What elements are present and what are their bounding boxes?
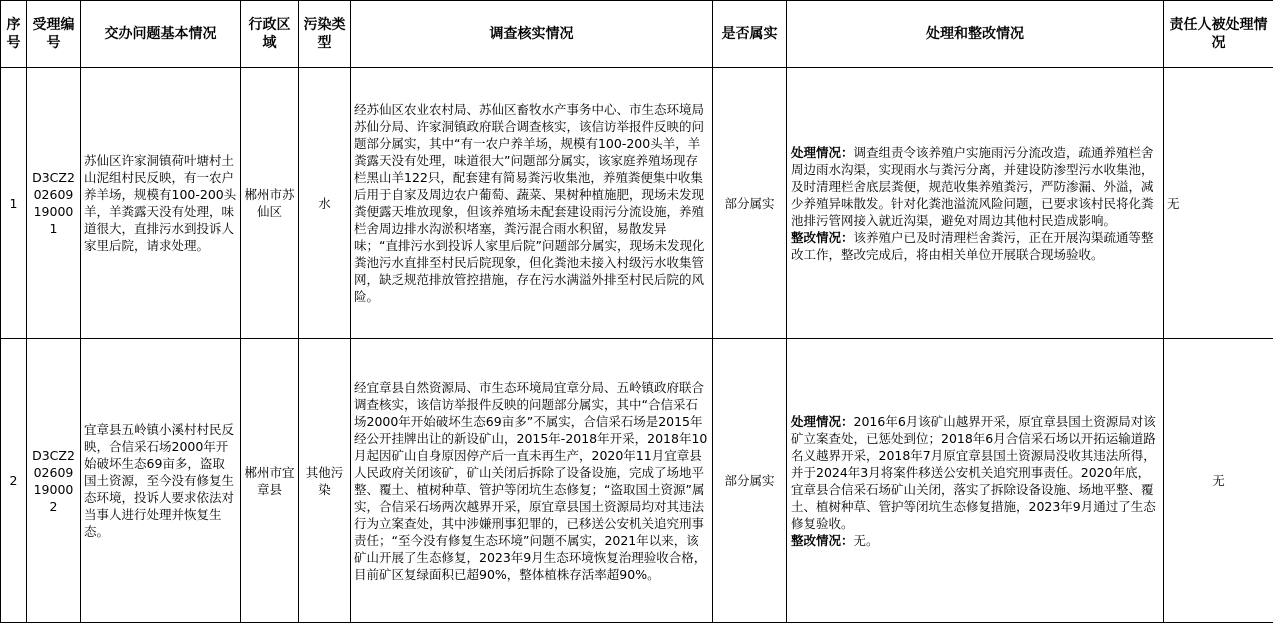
cell-problem: 宜章县五岭镇小溪村村民反映，合信采石场2000年开始破坏生态69亩多，盗取国土资源，至今没有修复生态环境，投诉人要求依法对当事人进行处理并恢复生态。 xyxy=(81,339,241,623)
cell-verified: 部分属实 xyxy=(713,339,787,623)
cell-investigation: 经苏仙区农业农村局、苏仙区畜牧水产事务中心、市生态环境局苏仙分局、许家洞镇政府联合调查核实，该信访举报件反映的问题部分属实，其中“有一农户养羊场，规模有100-200头羊，羊粪露天没有处理，味道很大”问题部分属实，该家庭养殖场现存栏黑山羊122只，配套建有简易粪污收集池，养殖粪便集中收集后用于自家及周边农户葡萄、蔬菜、果树种植施肥，现场未发现粪便露天堆放现象，但该养殖场未配套建设雨污分流设施，养殖栏舍周边排水沟淤积堵塞，粪污混合雨水积留，易散发异味；“直排污水到投诉人家里后院”问题部分属实，现场未发现化粪池污水直排至村民后院现象，但化粪池未接入村级污水收集管网，缺乏规范排放管控措施，存在污水满溢外排至村民后院的风险。 xyxy=(351,68,713,339)
cell-accountability: 无 xyxy=(1164,339,1273,623)
header-id: 受理编号 xyxy=(27,1,81,68)
header-verified: 是否属实 xyxy=(713,1,787,68)
cell-district: 郴州市宜章县 xyxy=(241,339,299,623)
header-accountability: 责任人被处理情况 xyxy=(1164,1,1273,68)
cell-seq: 1 xyxy=(1,68,27,339)
cell-district: 郴州市苏仙区 xyxy=(241,68,299,339)
cell-problem: 苏仙区许家洞镇荷叶塘村土山泥组村民反映，有一农户养羊场，规模有100-200头羊，羊粪露天没有处理，味道很大，直排污水到投诉人家里后院，请求处理。 xyxy=(81,68,241,339)
header-seq: 序号 xyxy=(1,1,27,68)
cell-rectification xyxy=(787,339,1164,623)
process-label: 处理情况： xyxy=(791,413,854,429)
table-row xyxy=(1,339,1273,623)
cell-id: D3CZ202609190002 xyxy=(27,339,81,623)
process-text: 调查组责令该养殖户实施雨污分流改造，疏通养殖栏舍周边雨水沟渠，实现雨水与粪污分离，并建设防渗型污水收集池，及时清理栏舍底层粪便，规范收集养殖粪污，严防渗漏、外溢，减少养殖异味散发。针对化粪池溢流风险问题，已要求该村民将化粪池排污管网接入就近沟渠，避免对周边其他村民造成影响。 xyxy=(791,144,1154,228)
rectify-label: 整改情况： xyxy=(791,532,854,548)
cell-id: D3CZ202609190001 xyxy=(27,68,81,339)
header-rectification: 处理和整改情况 xyxy=(787,1,1164,68)
process-text: 2016年6月该矿山越界开采，原宜章县国土资源局对该矿立案查处，已惩处到位；2018年6月合信采石场以开拓运输道路名义越界开采，2018年7月原宜章县国土资源局没收其违法所得，并于2024年3月将案件移送公安机关追究刑事责任。2020年底，宜章县合信采石场矿山关闭，落实了拆除设备设施、场地平整、覆土、植树种草、管护等闭坑生态修复措施，2023年9月通过了生态修复验收。 xyxy=(791,413,1156,531)
cell-seq: 2 xyxy=(1,339,27,623)
cell-investigation: 经宜章县自然资源局、市生态环境局宜章分局、五岭镇政府联合调查核实，该信访举报件反映的问题部分属实，其中“合信采石场2000年开始破坏生态69亩多”不属实，合信采石场是2015年经公开挂牌出让的新设矿山，2015年-2018年开采，2018年10月起因矿山自身原因停产后一直未再生产，2020年11月宜章县人民政府关闭该矿，矿山关闭后拆除了设备设施，完成了场地平整、覆土、植树种草、管护等闭坑生态修复；“盗取国土资源”属实，合信采石场两次越界开采，原宜章县国土资源局均对其违法行为立案查处，其中涉嫌刑事犯罪的，已移送公安机关追究刑事责任；“至今没有修复生态环境”问题不属实，2021年以来，该矿山开展了生态修复，2023年9月生态环境恢复治理验收合格，目前矿区复绿面积已超90%，整体植株存活率超90%。 xyxy=(351,339,713,623)
process-label: 处理情况： xyxy=(791,144,854,160)
cell-accountability: 无 xyxy=(1164,68,1273,339)
header-investigation: 调查核实情况 xyxy=(351,1,713,68)
header-row xyxy=(1,1,1273,68)
rectify-text: 无。 xyxy=(853,532,879,548)
header-pollution: 污染类型 xyxy=(299,1,351,68)
cell-pollution: 其他污染 xyxy=(299,339,351,623)
header-district: 行政区域 xyxy=(241,1,299,68)
rectify-label: 整改情况： xyxy=(791,229,854,245)
header-problem: 交办问题基本情况 xyxy=(81,1,241,68)
cell-pollution: 水 xyxy=(299,68,351,339)
cell-rectification xyxy=(787,68,1164,339)
cell-verified: 部分属实 xyxy=(713,68,787,339)
rectify-text: 该养殖户已及时清理栏舍粪污，正在开展沟渠疏通等整改工作，整改完成后，将由相关单位开展联合现场验收。 xyxy=(791,229,1154,262)
table-row xyxy=(1,68,1273,339)
